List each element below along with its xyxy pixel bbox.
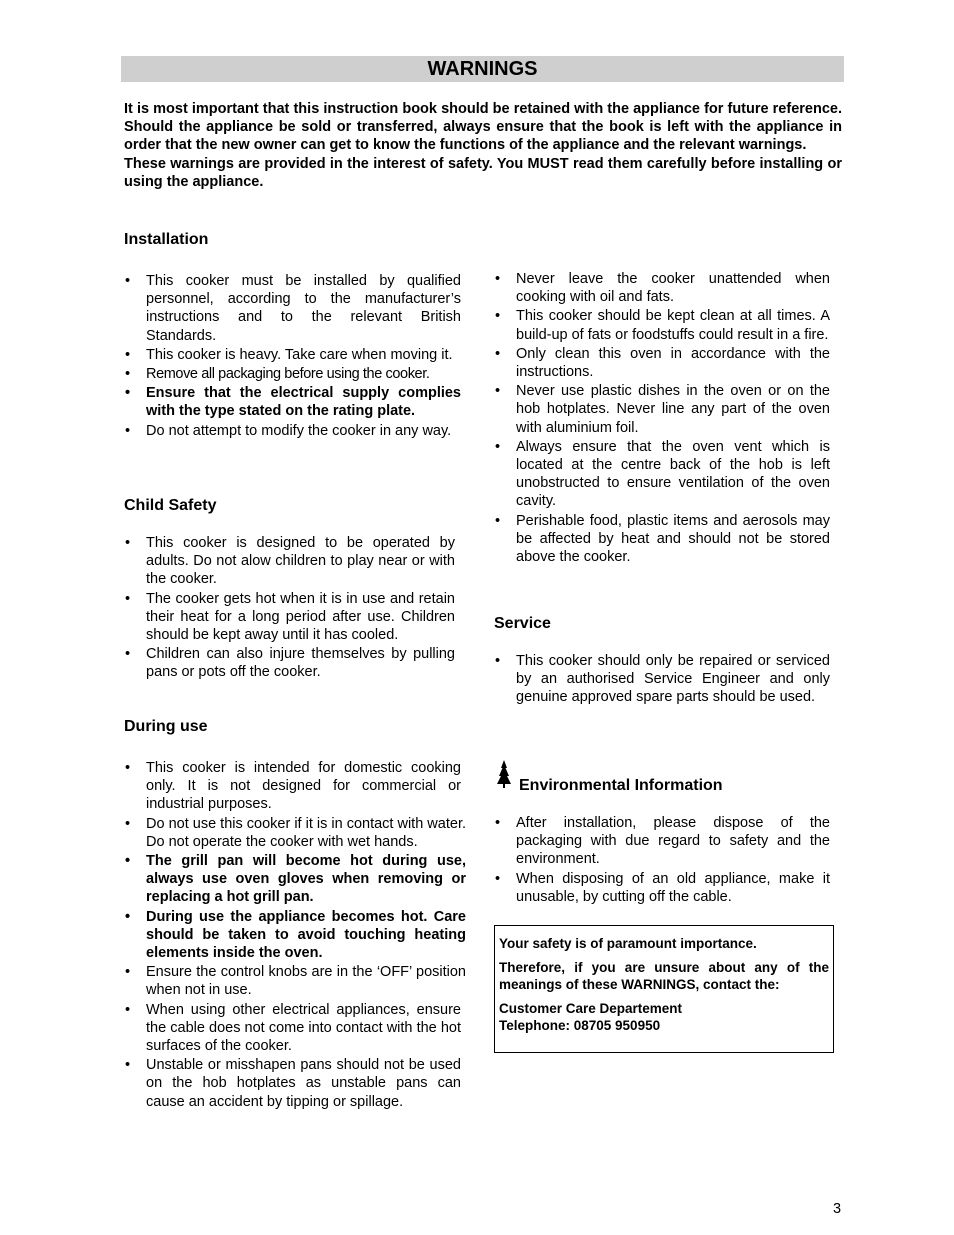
list-item: • Ensure that the electrical supply complies with the type stated on the rating plate. <box>124 384 461 420</box>
list-item: • Only clean this oven in accordance with the instructions. <box>494 345 830 381</box>
list-item: • The grill pan will become hot during use, always use oven gloves when removing or replacing a hot grill pan. <box>124 852 466 907</box>
page-number: 3 <box>833 1201 842 1217</box>
list-item: • During use the appliance becomes hot. Care should be taken to avoid touching heating elements inside the oven. <box>124 908 466 963</box>
list-item: • This cooker is intended for domestic cooking only. It is not designed for commercial or industrial purposes. <box>124 759 461 814</box>
intro-paragraph-2: These warnings are provided in the interest of safety. You MUST read them carefully before installing or using the appliance. <box>124 155 842 190</box>
child-safety-list <box>124 534 455 683</box>
list-item: • This cooker should only be repaired or serviced by an authorised Service Engineer and only genuine approved spare parts should be used. <box>494 652 830 707</box>
list-item: • The cooker gets hot when it is in use and retain their heat for a long period after use. Children should be kept away until it has cooled. <box>124 590 455 645</box>
list-item: • This cooker is heavy. Take care when moving it. <box>124 346 461 364</box>
list-item: • Unstable or misshapen pans should not be used on the hob hotplates as unstable pans can cause an accident by tipping or spillage. <box>124 1056 461 1111</box>
list-item: • Never leave the cooker unattended when cooking with oil and fats. <box>494 270 830 306</box>
list-item: • This cooker should be kept clean at all times. A build-up of fats or foodstuffs could result in a fire. <box>494 307 830 343</box>
service-heading: Service <box>494 615 551 632</box>
list-item: • When disposing of an old appliance, make it unusable, by cutting off the cable. <box>494 870 830 906</box>
contact-box <box>494 925 834 1053</box>
list-item: • After installation, please dispose of the packaging with due regard to safety and the environment. <box>494 814 830 869</box>
contact-line-safety: Your safety is of paramount importance. <box>499 936 757 951</box>
list-item: • Perishable food, plastic items and aerosols may be affected by heat and should not be stored above the cooker. <box>494 512 830 567</box>
service-list <box>494 652 830 708</box>
list-item: • Always ensure that the oven vent which is located at the centre back of the hob is left unobstructed to ensure ventilation of the oven cavity. <box>494 438 830 511</box>
environment-heading: Environmental Information <box>519 777 723 794</box>
intro-text <box>124 100 842 191</box>
list-item: • This cooker must be installed by qualified personnel, according to the manufacturer’s instructions and to the relevant British Standards. <box>124 272 461 345</box>
page-title: WARNINGS <box>121 56 844 82</box>
intro-paragraph-1: It is most important that this instruction book should be retained with the appliance for future reference. Should the appliance be sold or transferred, always ensure that the book is left with the appliance in order that the new owner can get to know the functions of the appliance and the relevant warnings. <box>124 101 842 154</box>
list-item: • When using other electrical appliances, ensure the cable does not come into contact with the hot surfaces of the cooker. <box>124 1001 461 1056</box>
list-item: • Never use plastic dishes in the oven or on the hob hotplates. Never line any part of the oven with aluminium foil. <box>494 382 830 437</box>
general-warnings-list <box>494 270 830 567</box>
installation-heading: Installation <box>124 231 209 248</box>
list-item: • This cooker is designed to be operated by adults. Do not alow children to play near or with the cooker. <box>124 534 455 589</box>
child-safety-heading: Child Safety <box>124 497 217 514</box>
list-item: • Remove all packaging before using the cooker. <box>124 365 461 383</box>
during-use-list <box>124 759 466 1112</box>
tree-icon <box>494 759 514 789</box>
list-item: • Do not use this cooker if it is in contact with water. Do not operate the cooker with wet hands. <box>124 815 466 851</box>
during-use-heading: During use <box>124 718 208 735</box>
list-item: • Ensure the control knobs are in the ‘OFF’ position when not in use. <box>124 963 466 999</box>
contact-line-instructions: Therefore, if you are unsure about any of the meanings of these WARNINGS, contact the: <box>499 960 829 992</box>
environment-list <box>494 814 830 907</box>
contact-line-telephone: Telephone: 08705 950950 <box>499 1018 661 1033</box>
contact-line-department: Customer Care Departement <box>499 1001 683 1016</box>
list-item: • Do not attempt to modify the cooker in any way. <box>124 422 461 440</box>
list-item: • Children can also injure themselves by pulling pans or pots off the cooker. <box>124 645 455 681</box>
installation-list <box>124 272 461 441</box>
